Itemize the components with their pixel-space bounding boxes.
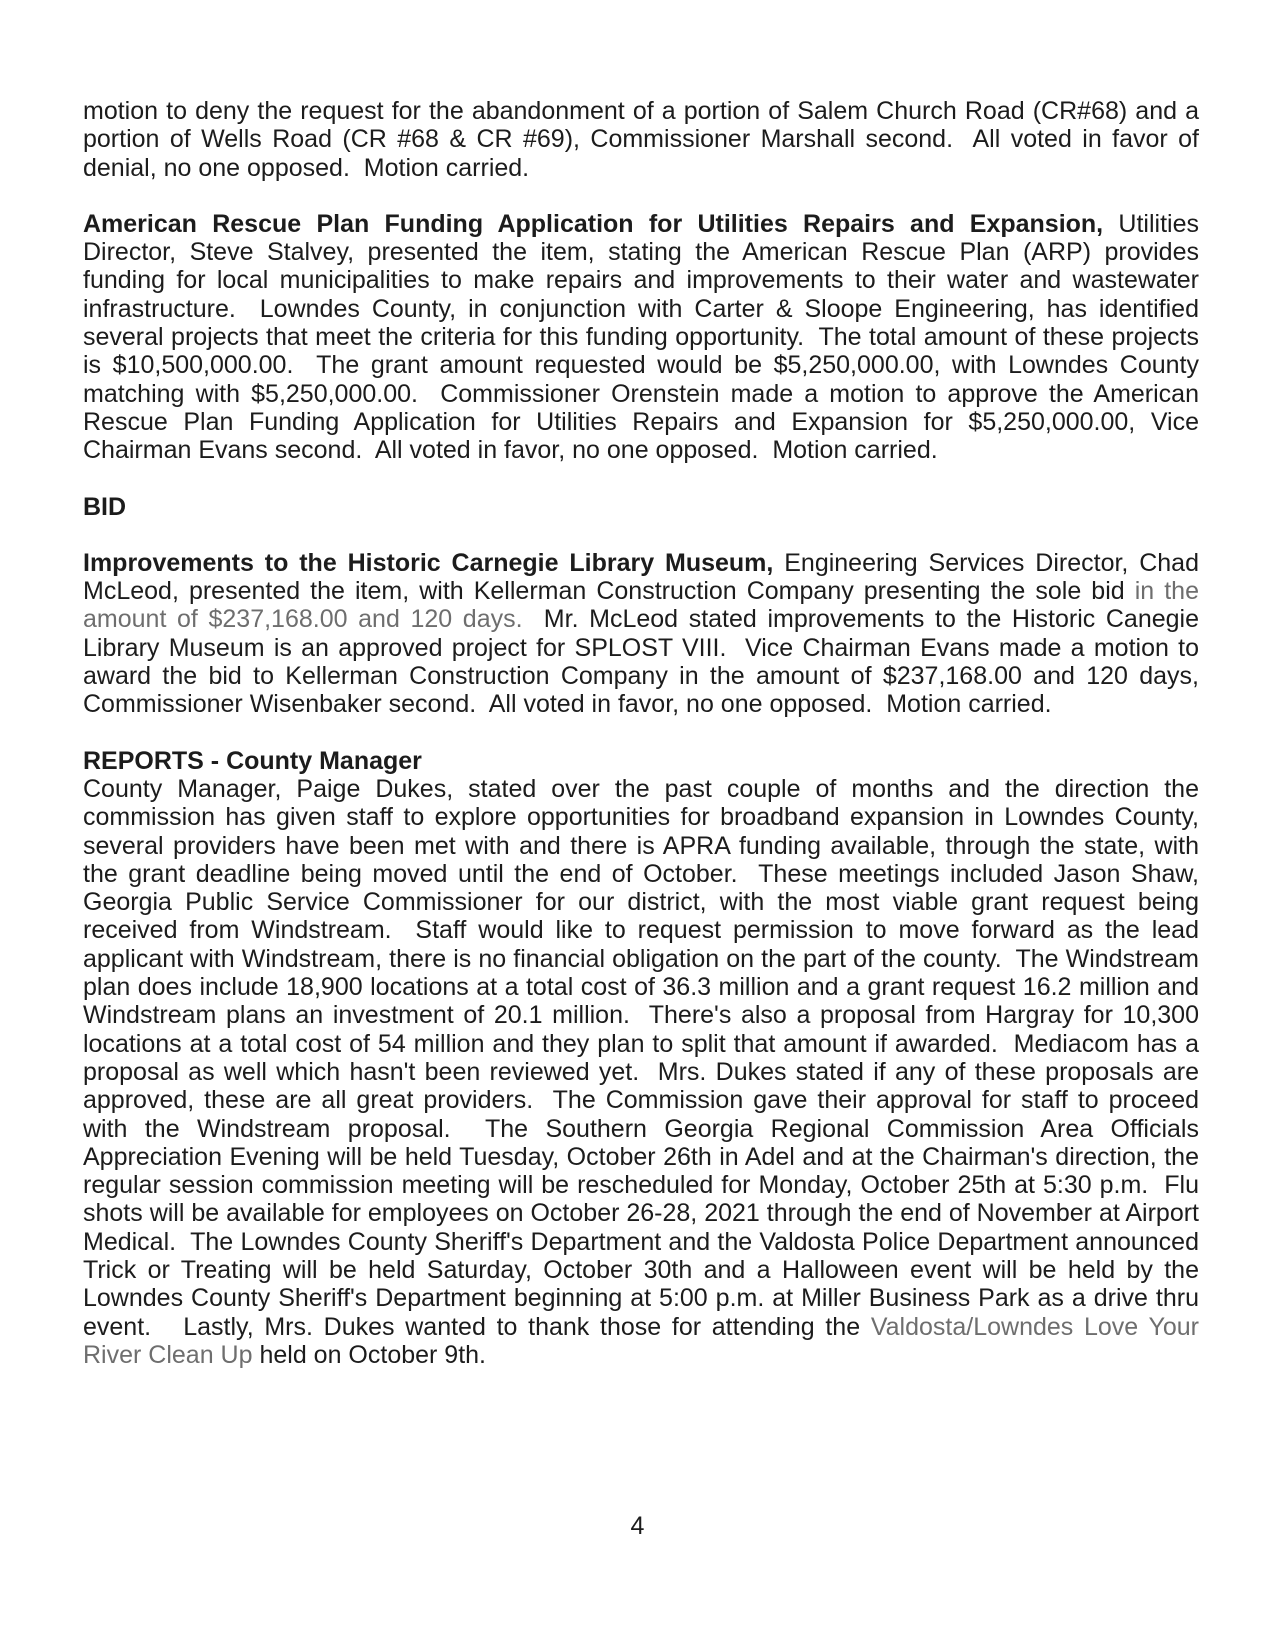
- paragraph-county-manager-report: [83, 774, 1206, 1369]
- text-run: held on October 9th.: [252, 1340, 486, 1369]
- page-number: 4: [630, 1512, 645, 1540]
- text-run: Utilities Director, Steve Stalvey, presented the item, stating the American Rescue Plan (ARP) provides funding for local municipalities to make repairs and improvements to their water and wastewater infrastructure. Lowndes County, in conjunction with Carter & Sloope Engineering, has identified several projects that meet the criteria for this funding opportunity. The total amount of these projects is $10,500,000.00. The grant amount requested would be $5,250,000.00, with Lowndes County matching with $5,250,000.00. Commissioner Orenstein made a motion to approve the American Rescue Plan Funding Application for Utilities Repairs and Expansion for $5,250,000.00, Vice Chairman Evans second. All voted in favor, no one opposed. Motion carried.: [83, 209, 1206, 465]
- bold-text-run: Improvements to the Historic Carnegie Library Museum,: [83, 548, 774, 577]
- paragraph-carnegie-library-bid: [83, 548, 1206, 719]
- section-heading-reports-county-manager: REPORTS - County Manager: [83, 746, 422, 775]
- muted-text-run: Valdosta/Lowndes Love Your River Clean Up: [83, 1312, 1206, 1369]
- section-heading-bid: BID: [83, 492, 127, 521]
- text-run: Mr. McLeod stated improvements to the Historic Canegie Library Museum is an approved project for SPLOST VIII. Vice Chairman Evans made a motion to award the bid to Kellerman Construction Company in the amount of $237,168.00 and 120 days, Commissioner Wisenbaker second. All voted in favor, no one opposed. Motion carried.: [83, 605, 1206, 719]
- muted-text-run: in the amount of $237,168.00 and 120 days.: [83, 577, 1206, 634]
- paragraph-arp-funding-application: [83, 209, 1206, 465]
- paragraph-road-abandonment-motion: [83, 97, 1206, 182]
- text-run: County Manager, Paige Dukes, stated over the past couple of months and the direction the commission has given staff to explore opportunities for broadband expansion in Lowndes County, several providers have been met with and there is APRA funding available, through the state, with the grant deadline being moved until the end of October. These meetings included Jason Shaw, Georgia Public Service Commissioner for our district, with the most viable grant request being received from Windstream. Staff would like to request permission to move forward as the lead applicant with Windstream, there is no financial obligation on the part of the county. The Windstream plan does include 18,900 locations at a total cost of 36.3 million and a grant request 16.2 million and Windstream plans an investment of 20.1 million. There's also a proposal from Hargray for 10,300 locations at a total cost of 54 million and they plan to split that amount if awarded. Mediacom has a proposal as well which hasn't been reviewed yet. Mrs. Dukes stated if any of these proposals are approved, these are all great providers. The Commission gave their approval for staff to proceed with the Windstream proposal. The Southern Georgia Regional Commission Area Officials Appreciation Evening will be held Tuesday, October 26th in Adel and at the Chairman's direction, the regular session commission meeting will be rescheduled for Monday, October 25th at 5:30 p.m. Flu shots will be available for employees on October 26-28, 2021 through the end of November at Airport Medical. The Lowndes County Sheriff's Department and the Valdosta Police Department announced Trick or Treating will be held Saturday, October 30th and a Halloween event will be held by the Lowndes County Sheriff's Department beginning at 5:00 p.m. at Miller Business Park as a drive thru event. Lastly, Mrs. Dukes wanted to thank those for attending the: [83, 774, 1206, 1341]
- text-run: motion to deny the request for the abandonment of a portion of Salem Church Road (CR#68) and a portion of Wells Road (CR #68 & CR #69), Commissioner Marshall second. All voted in favor of denial, no one opposed. Motion carried.: [83, 97, 1206, 182]
- bold-text-run: American Rescue Plan Funding Application for Utilities Repairs and Expansion,: [83, 209, 1104, 238]
- text-run: Engineering Services Director, Chad McLeod, presented the item, with Kellerman Construction Company presenting the sole bid: [83, 548, 1206, 606]
- document-body: [83, 97, 1206, 1397]
